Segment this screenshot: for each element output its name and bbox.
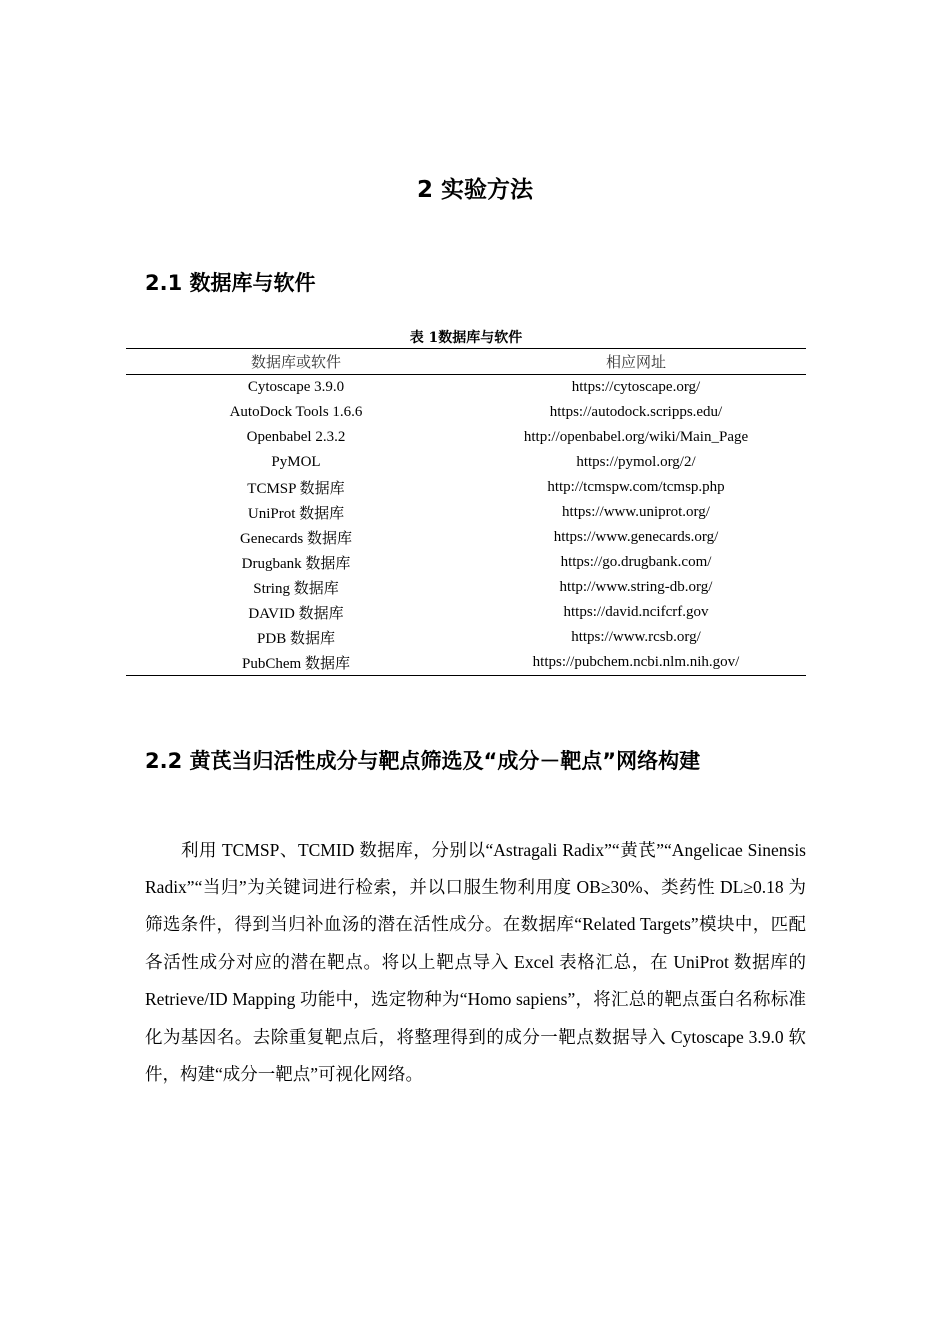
table-row [126, 550, 806, 575]
table-cell-url: http://www.string-db.org/ [559, 579, 713, 595]
table-cell-url: https://www.rcsb.org/ [571, 629, 701, 645]
table-header-cell: 数据库或软件 [126, 349, 466, 375]
table-cell-software: AutoDock Tools 1.6.6 [229, 404, 363, 420]
table-cell-url: https://cytoscape.org/ [571, 379, 701, 395]
table-caption: 表 1数据库与软件 [409, 330, 523, 346]
section-title-network: 2.2 黄芪当归活性成分与靶点筛选及“成分－靶点”网络构建 [145, 749, 701, 773]
table-row [126, 475, 806, 500]
table-cell-url: https://www.uniprot.org/ [562, 504, 710, 520]
table-row [126, 575, 806, 600]
table-row [126, 425, 806, 450]
table-row [126, 600, 806, 625]
table-header-cell: 相应网址 [466, 349, 806, 375]
table-row [126, 400, 806, 425]
table-cell-url: http://openbabel.org/wiki/Main_Page [523, 429, 749, 445]
table-header-row [126, 349, 806, 375]
table-cell-url: https://pymol.org/2/ [576, 454, 696, 470]
table-cell-url: https://david.ncifcrf.gov [563, 604, 709, 620]
table-cell-software: Genecards 数据库 [239, 531, 353, 547]
table-cell-software: PubChem 数据库 [126, 650, 466, 676]
section-title-databases: 2.1 数据库与软件 [145, 271, 316, 295]
table-row [126, 650, 806, 676]
chapter-title: 2 实验方法 [416, 177, 533, 203]
table-row [126, 500, 806, 525]
table-cell-software: Openbabel 2.3.2 [246, 429, 346, 445]
database-table [126, 348, 806, 676]
table-cell-software: UniProt 数据库 [247, 506, 345, 522]
table-cell-software: DAVID 数据库 [248, 606, 344, 622]
table-cell-url: http://tcmspw.com/tcmsp.php [547, 479, 725, 495]
table-cell-url: https://www.genecards.org/ [553, 529, 719, 545]
table-row [126, 525, 806, 550]
table-cell-software: Cytoscape 3.9.0 [247, 379, 345, 395]
table-cell-software: String 数据库 [253, 581, 339, 597]
table-row [126, 625, 806, 650]
table-cell-url: https://autodock.scripps.edu/ [549, 404, 723, 420]
table-cell-software: Drugbank 数据库 [241, 556, 351, 572]
table-cell-software: PDB 数据库 [257, 631, 335, 647]
table-cell-software: PyMOL [271, 454, 321, 470]
table-row [126, 450, 806, 475]
table-cell-software: TCMSP 数据库 [247, 481, 345, 497]
body-paragraph: 利用 TCMSP、TCMID 数据库，分别以“Astragali Radix”“黄芪”“Angelicae Sinensis Radix”“当归”为关键词进行检索，并以口服生物利用度 OB≥30%、类药性 DL≥0.18 为筛选条件，得到当归补血汤的潜在活性成分。在数据库“Related Targets”模块中，匹配各活性成分对应的潜在靶点。将以上靶点导入 Excel 表格汇总，在 UniProt 数据库的 Retrieve/ID Mapping 功能中，选定物种为“Homo sapiens”，将汇总的靶点蛋白名称标准化为基因名。去除重复靶点后，将整理得到的成分一靶点数据导入 Cytoscape 3.9.0 软件，构建“成分一靶点”可视化网络。 [145, 839, 806, 1084]
table-cell-url: https://go.drugbank.com/ [560, 554, 712, 570]
table-row [126, 375, 806, 401]
table-cell-url: https://pubchem.ncbi.nlm.nih.gov/ [466, 650, 806, 676]
